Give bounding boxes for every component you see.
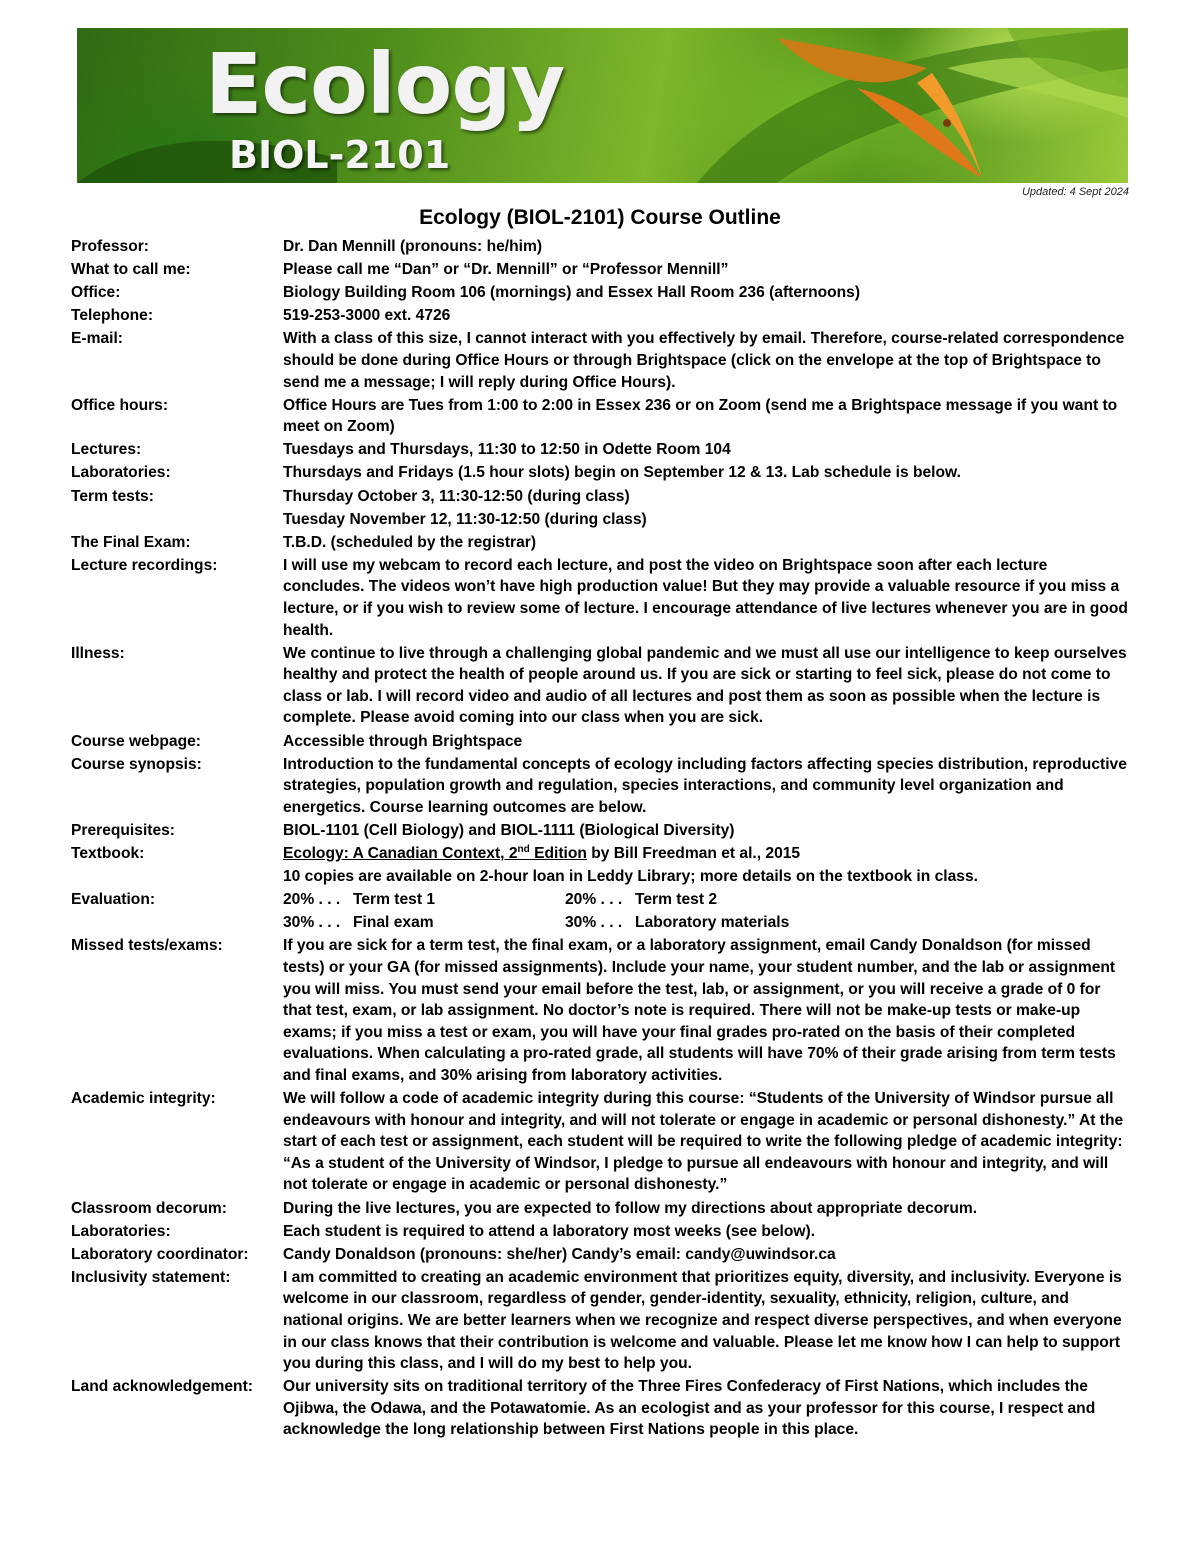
row-label: E-mail:	[71, 330, 123, 348]
row-office-hours	[71, 395, 1133, 438]
row-laboratories-2	[71, 1221, 1133, 1243]
evaluation-pct: 30% . . .	[283, 914, 341, 932]
row-label: Office:	[71, 284, 121, 302]
textbook-author: by Bill Freedman et al., 2015	[586, 845, 801, 863]
row-land-acknowledgement	[71, 1376, 1133, 1441]
row-label: Telephone:	[71, 307, 154, 325]
row-label: Textbook:	[71, 845, 145, 863]
row-label: Term tests:	[71, 487, 154, 505]
evaluation-item	[283, 889, 565, 911]
row-final-exam	[71, 532, 1133, 554]
row-professor	[71, 236, 1133, 258]
row-label: The Final Exam:	[71, 533, 191, 551]
row-illness	[71, 643, 1133, 729]
row-label: Course webpage:	[71, 732, 201, 750]
row-course-synopsis	[71, 754, 1133, 819]
row-term-tests	[71, 486, 1133, 531]
row-value: Each student is required to attend a laboratory most weeks (see below).	[283, 1222, 816, 1240]
textbook-edition-sup: nd	[517, 843, 530, 855]
page-title: Ecology (BIOL-2101) Course Outline	[419, 206, 781, 229]
evaluation-item	[283, 912, 565, 934]
row-value: With a class of this size, I cannot interact with you effectively by email. Therefore, course-related correspondence should be done during Office Hours or through Brightspace (click on the envelope at the top of Brightspace to send me a message; I will reply during Office Hours).	[283, 330, 1125, 391]
row-academic-integrity	[71, 1088, 1133, 1196]
row-value: Candy Donaldson (pronouns: she/her) Candy’s email: candy@uwindsor.ca	[283, 1245, 836, 1263]
row-label: Inclusivity statement:	[71, 1268, 231, 1286]
row-value: If you are sick for a term test, the final exam, or a laboratory assignment, email Candy Donaldson (for missed tests) or your GA (for missed assignments). Include your name, your student number, and the lab or assignment you will miss. You must send your email before the test, lab, or assignment, or you will receive a grade of 0 for that test, exam, or lab assignment. No doctor’s note is required. There will not be make-up tests or make-up exams; if you miss a test or exam, you will have your final grades pro-rated on the basis of their completed evaluations. When calculating a pro-rated grade, all students will have 70% of their grade arising from term tests and final exams, and 30% arising from laboratory activities.	[283, 937, 1116, 1084]
row-prerequisites	[71, 820, 1133, 842]
row-missed-tests	[71, 935, 1133, 1086]
row-value: I will use my webcam to record each lecture, and post the video on Brightspace soon after each lecture concludes. The videos won’t have high production value! But they may provide a valuable resource if you miss a lecture, or if you wish to review some of lecture. I encourage attendance of live lectures whenever you are in good health.	[283, 556, 1128, 639]
row-label: Classroom decorum:	[71, 1199, 227, 1217]
row-label: Land acknowledgement:	[71, 1378, 253, 1396]
row-evaluation	[71, 889, 1133, 934]
evaluation-name: Term test 1	[353, 891, 436, 909]
row-value	[283, 486, 1133, 531]
row-value: Tuesdays and Thursdays, 11:30 to 12:50 in Odette Room 104	[283, 441, 731, 459]
textbook-title-text: Ecology: A Canadian Context, 2	[283, 845, 518, 863]
term-test-2: Tuesday November 12, 11:30-12:50 (during class)	[283, 510, 647, 528]
row-label: Lectures:	[71, 441, 142, 459]
header-banner	[77, 28, 1128, 183]
row-value	[283, 843, 1133, 888]
row-value: We continue to live through a challenging global pandemic and we must all use our intelligence to keep ourselves healthy and protect the health of people around us. If you are sick or starting to feel sick, please do not come to class or lab. I will record video and audio of all lectures and post them as soon as possible when the lecture is complete. Please avoid coming into our class when you are sick.	[283, 644, 1127, 727]
row-value: We will follow a code of academic integrity during this course: “Students of the University of Windsor pursue all endeavours with honour and integrity, and will not tolerate or engage in academic or personal dishonesty.” At the start of each test or assignment, each student will be required to write the following pledge of academic integrity: “As a student of the University of Windsor, I pledge to pursue all endeavours with honour and integrity, and will not tolerate or engage in academic or personal dishonesty.”	[283, 1090, 1124, 1194]
banner-title: Ecology	[205, 35, 565, 133]
row-label: Lecture recordings:	[71, 556, 218, 574]
row-laboratories	[71, 462, 1133, 484]
row-value: BIOL-1101 (Cell Biology) and BIOL-1111 (Biological Diversity)	[283, 821, 735, 839]
row-label: Laboratory coordinator:	[71, 1245, 249, 1263]
row-lab-coordinator	[71, 1244, 1133, 1266]
row-label: Missed tests/exams:	[71, 937, 223, 955]
term-test-1: Thursday October 3, 11:30-12:50 (during class)	[283, 487, 630, 505]
row-label: Academic integrity:	[71, 1090, 216, 1108]
row-value: Dr. Dan Mennill (pronouns: he/him)	[283, 238, 543, 255]
row-telephone	[71, 305, 1133, 327]
row-office	[71, 282, 1133, 304]
row-label: Laboratories:	[71, 464, 171, 482]
row-value: Office Hours are Tues from 1:00 to 2:00 in Essex 236 or on Zoom (send me a Brightspace message if you want to meet on Zoom)	[283, 396, 1118, 436]
row-label: Prerequisites:	[71, 821, 176, 839]
row-value	[283, 889, 1133, 934]
row-label: Laboratories:	[71, 1222, 171, 1240]
evaluation-item	[565, 912, 789, 934]
row-inclusivity	[71, 1267, 1133, 1375]
textbook-title	[283, 845, 587, 862]
row-lectures	[71, 439, 1133, 461]
course-outline-table	[71, 236, 1133, 1443]
row-value: Our university sits on traditional territory of the Three Fires Confederacy of First Nations, which includes the Ojibwa, the Odawa, and the Potawatomie. As an ecologist and as your professor for this course, I respect and acknowledge the long relationship between First Nations people in this place.	[283, 1378, 1096, 1439]
row-value: Accessible through Brightspace	[283, 732, 523, 750]
row-value: Please call me “Dan” or “Dr. Mennill” or “Professor Mennill”	[283, 261, 729, 279]
evaluation-name: Final exam	[353, 914, 434, 932]
row-textbook	[71, 843, 1133, 888]
textbook-citation	[283, 843, 1133, 865]
row-label: Professor:	[71, 238, 149, 255]
row-value: 519-253-3000 ext. 4726	[283, 307, 451, 325]
row-label: Course synopsis:	[71, 755, 202, 773]
evaluation-item	[565, 889, 717, 911]
row-label: Evaluation:	[71, 891, 156, 909]
row-value: Biology Building Room 106 (mornings) and Essex Hall Room 236 (afternoons)	[283, 284, 861, 302]
row-value: I am committed to creating an academic environment that prioritizes equity, diversity, and inclusivity. Everyone is welcome in our classroom, regardless of gender, gender-identity, sexuality, ethnicity, religion, culture, and national origins. We are better learners when we recognize and respect diverse perspectives, and when everyone in our class knows that their contribution is welcome and valuable. Please let me know how I can help to support you during this class, and I will do my best to help you.	[283, 1268, 1122, 1373]
textbook-edition: Edition	[529, 845, 587, 863]
row-value: Introduction to the fundamental concepts of ecology including factors affecting species distribution, reproductive strategies, population growth and regulation, species interactions, and community level organization and energetics. Course learning outcomes are below.	[283, 755, 1127, 816]
evaluation-name: Laboratory materials	[635, 914, 790, 932]
row-label: Illness:	[71, 644, 125, 662]
row-label: What to call me:	[71, 261, 191, 279]
row-label: Office hours:	[71, 396, 169, 414]
row-lecture-recordings	[71, 555, 1133, 641]
row-value: During the live lectures, you are expected to follow my directions about appropriate decorum.	[283, 1199, 978, 1217]
evaluation-name: Term test 2	[635, 891, 718, 909]
updated-date: Updated: 4 Sept 2024	[1021, 186, 1129, 198]
row-value: T.B.D. (scheduled by the registrar)	[283, 533, 537, 551]
banner-course-code: BIOL-2101	[229, 133, 451, 177]
row-classroom-decorum	[71, 1198, 1133, 1220]
evaluation-line-1	[283, 889, 1133, 911]
row-call-me	[71, 259, 1133, 281]
evaluation-pct: 30% . . .	[565, 914, 623, 932]
evaluation-pct: 20% . . .	[565, 891, 623, 909]
row-email	[71, 328, 1133, 393]
textbook-note: 10 copies are available on 2-hour loan in Leddy Library; more details on the textbook in class.	[283, 868, 978, 886]
evaluation-line-2	[283, 912, 1133, 934]
evaluation-pct: 20% . . .	[283, 891, 341, 909]
row-course-webpage	[71, 731, 1133, 753]
row-value: Thursdays and Fridays (1.5 hour slots) begin on September 12 & 13. Lab schedule is below.	[283, 464, 961, 482]
